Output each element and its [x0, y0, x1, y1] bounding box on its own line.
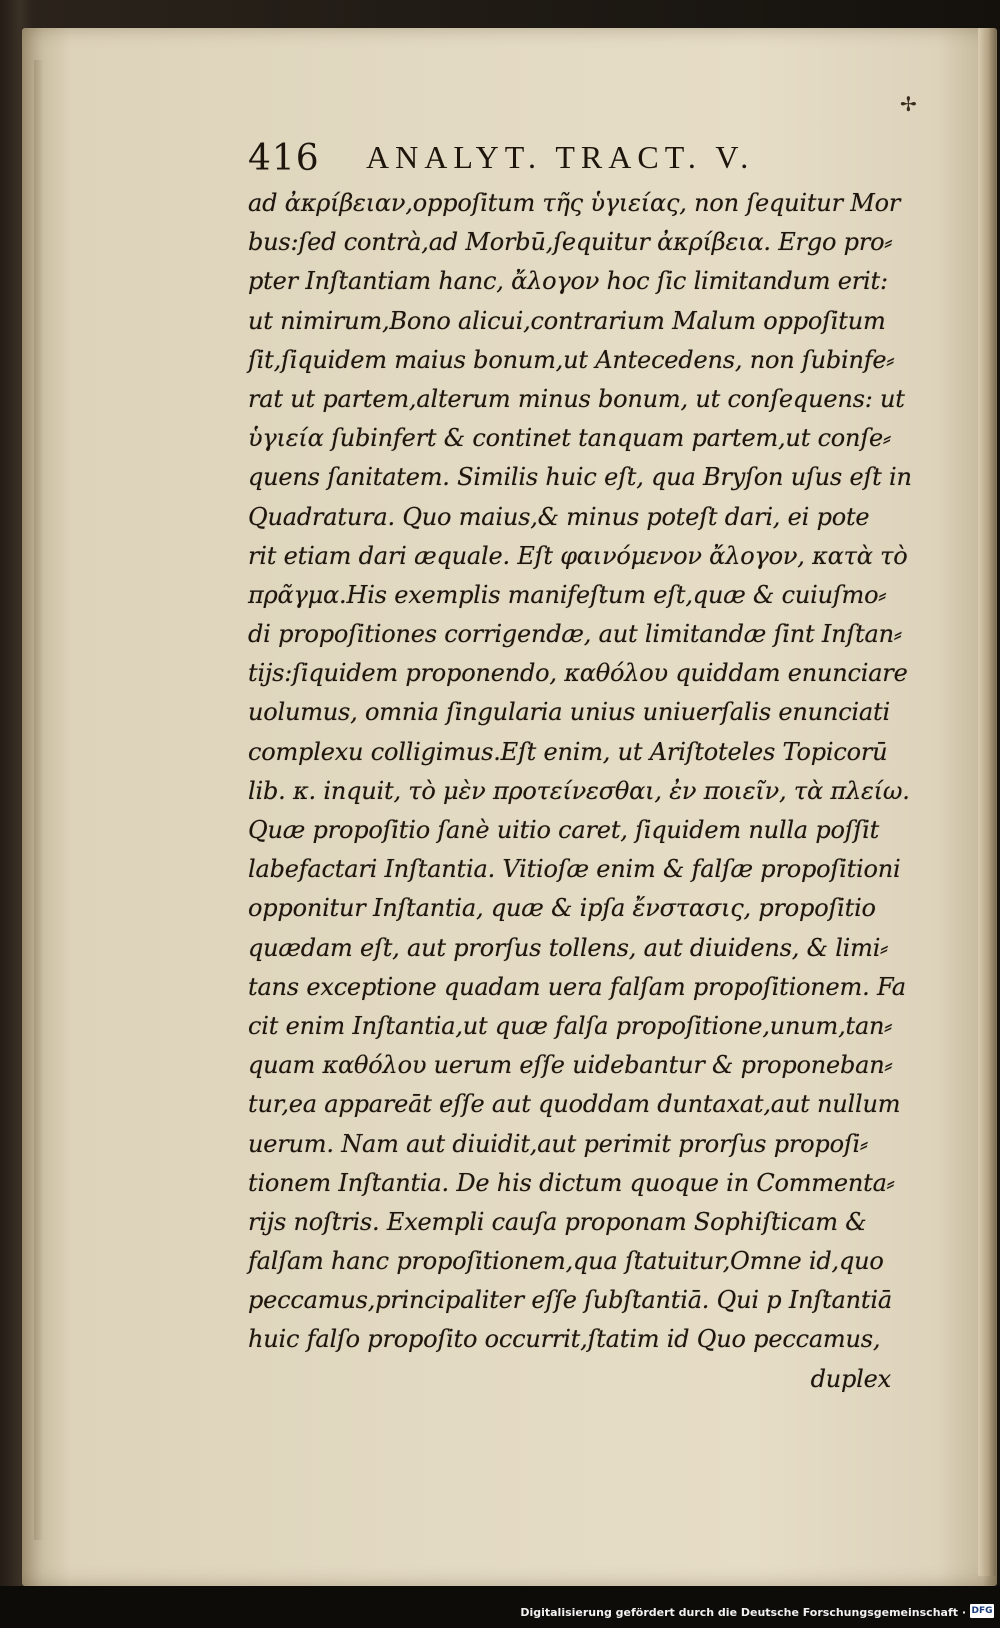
running-title: ANALYT. TRACT. V. — [366, 139, 755, 175]
text-line: tijs:ſiquidem proponendo, καθόλου quiddam enunciare — [248, 659, 908, 688]
text-line: bus:ſed contrà,ad Morbū,ſequitur ἀκρίβεια. Ergo pro⸗ — [248, 228, 893, 257]
printer-ornament-icon: ✢ — [900, 92, 917, 116]
text-line: labefactari Inſtantia. Vitioſæ enim & falſæ propoſitioni — [248, 855, 901, 884]
text-line: complexu colligimus.Eſt enim, ut Ariſtoteles Topicorū — [248, 737, 888, 766]
text-line: ὑγιεία ſubinfert & continet tanquam partem,ut conſe⸗ — [248, 424, 891, 453]
text-line: opponitur Inſtantia, quæ & ipſa ἔνστασις, propoſitio — [248, 894, 876, 923]
text-line: huic falſo propoſito occurrit,ſtatim id Quo peccamus, — [248, 1325, 881, 1354]
page-gutter-shadow — [34, 60, 44, 1540]
text-line: πρᾶγμα.His exemplis manifeſtum eſt,quæ & cuiuſmo⸗ — [248, 580, 887, 609]
text-line: uolumus, omnia ſingularia unius uniuerſalis enunciati — [248, 698, 890, 727]
text-line: tur,ea appareāt eſſe aut quoddam duntaxat,aut nullum — [248, 1090, 901, 1119]
text-line: Quadratura. Quo maius,& minus poteſt dari, ei pote — [248, 502, 870, 531]
text-line: rijs noſtris. Exempli cauſa proponam Sophiſticam & — [248, 1207, 867, 1236]
text-line: Quæ propoſitio ſanè uitio caret, ſiquidem nulla poſſit — [248, 816, 880, 844]
text-line: ut nimirum,Bono alicui,contrarium Malum oppoſitum — [248, 306, 886, 335]
text-line: di propoſitiones corrigendæ, aut limitandæ ſint Inſtan⸗ — [248, 620, 902, 649]
text-line: uerum. Nam aut diuidit,aut perimit prorſus propoſi⸗ — [248, 1129, 868, 1158]
text-line: pter Inſtantiam hanc, ἄλογον hoc ſic limitandum erit: — [248, 267, 888, 296]
page-number: 416 — [248, 138, 320, 179]
text-line: rat ut partem,alterum minus bonum, ut conſequens: ut — [248, 384, 905, 413]
text-line: quam καθόλου uerum eſſe uidebantur & proponeban⸗ — [248, 1051, 893, 1080]
body-text — [248, 184, 913, 1399]
dfg-logo-icon: DFG — [971, 1606, 993, 1616]
text-line: tans exceptione quadam uera falſam propoſitionem. Fa — [248, 972, 906, 1001]
page-edge — [978, 28, 996, 1576]
text-line: rit etiam dari æquale. Eſt φαινόμενον ἄλογον, κατὰ τὸ — [248, 541, 908, 570]
text-line: tionem Inſtantia. De his dictum quoque in Commenta⸗ — [248, 1168, 895, 1197]
page-header — [248, 138, 908, 184]
funding-credit: Digitalisierung gefördert durch die Deutsche Forschungsgemeinschaft · — [520, 1606, 966, 1619]
text-line: lib. κ. inquit, τὸ μὲν προτείνεσθαι, ἐν ποιεῖν, τὰ πλείω. — [248, 776, 910, 805]
text-line: cit enim Inſtantia,ut quæ falſa propoſitione,unum,tan⸗ — [248, 1011, 893, 1040]
text-line: quens ſanitatem. Similis huic eſt, qua Bryſon uſus eſt in — [248, 463, 912, 492]
catchword: duplex — [810, 1364, 891, 1393]
text-line: quædam eſt, aut prorſus tollens, aut diuidens, & limi⸗ — [248, 933, 888, 962]
text-line: ad ἀκρίβειαν,oppoſitum τῆς ὑγιείας, non ſequitur Mor — [248, 189, 901, 217]
text-line: ſit,ſiquidem maius bonum,ut Antecedens, non ſubinfe⸗ — [248, 345, 895, 374]
text-line: peccamus,principaliter eſſe ſubſtantiā. Qui p Inſtantiā — [248, 1286, 892, 1315]
text-line: falſam hanc propoſitionem,qua ſtatuitur,Omne id,quo — [248, 1247, 884, 1276]
